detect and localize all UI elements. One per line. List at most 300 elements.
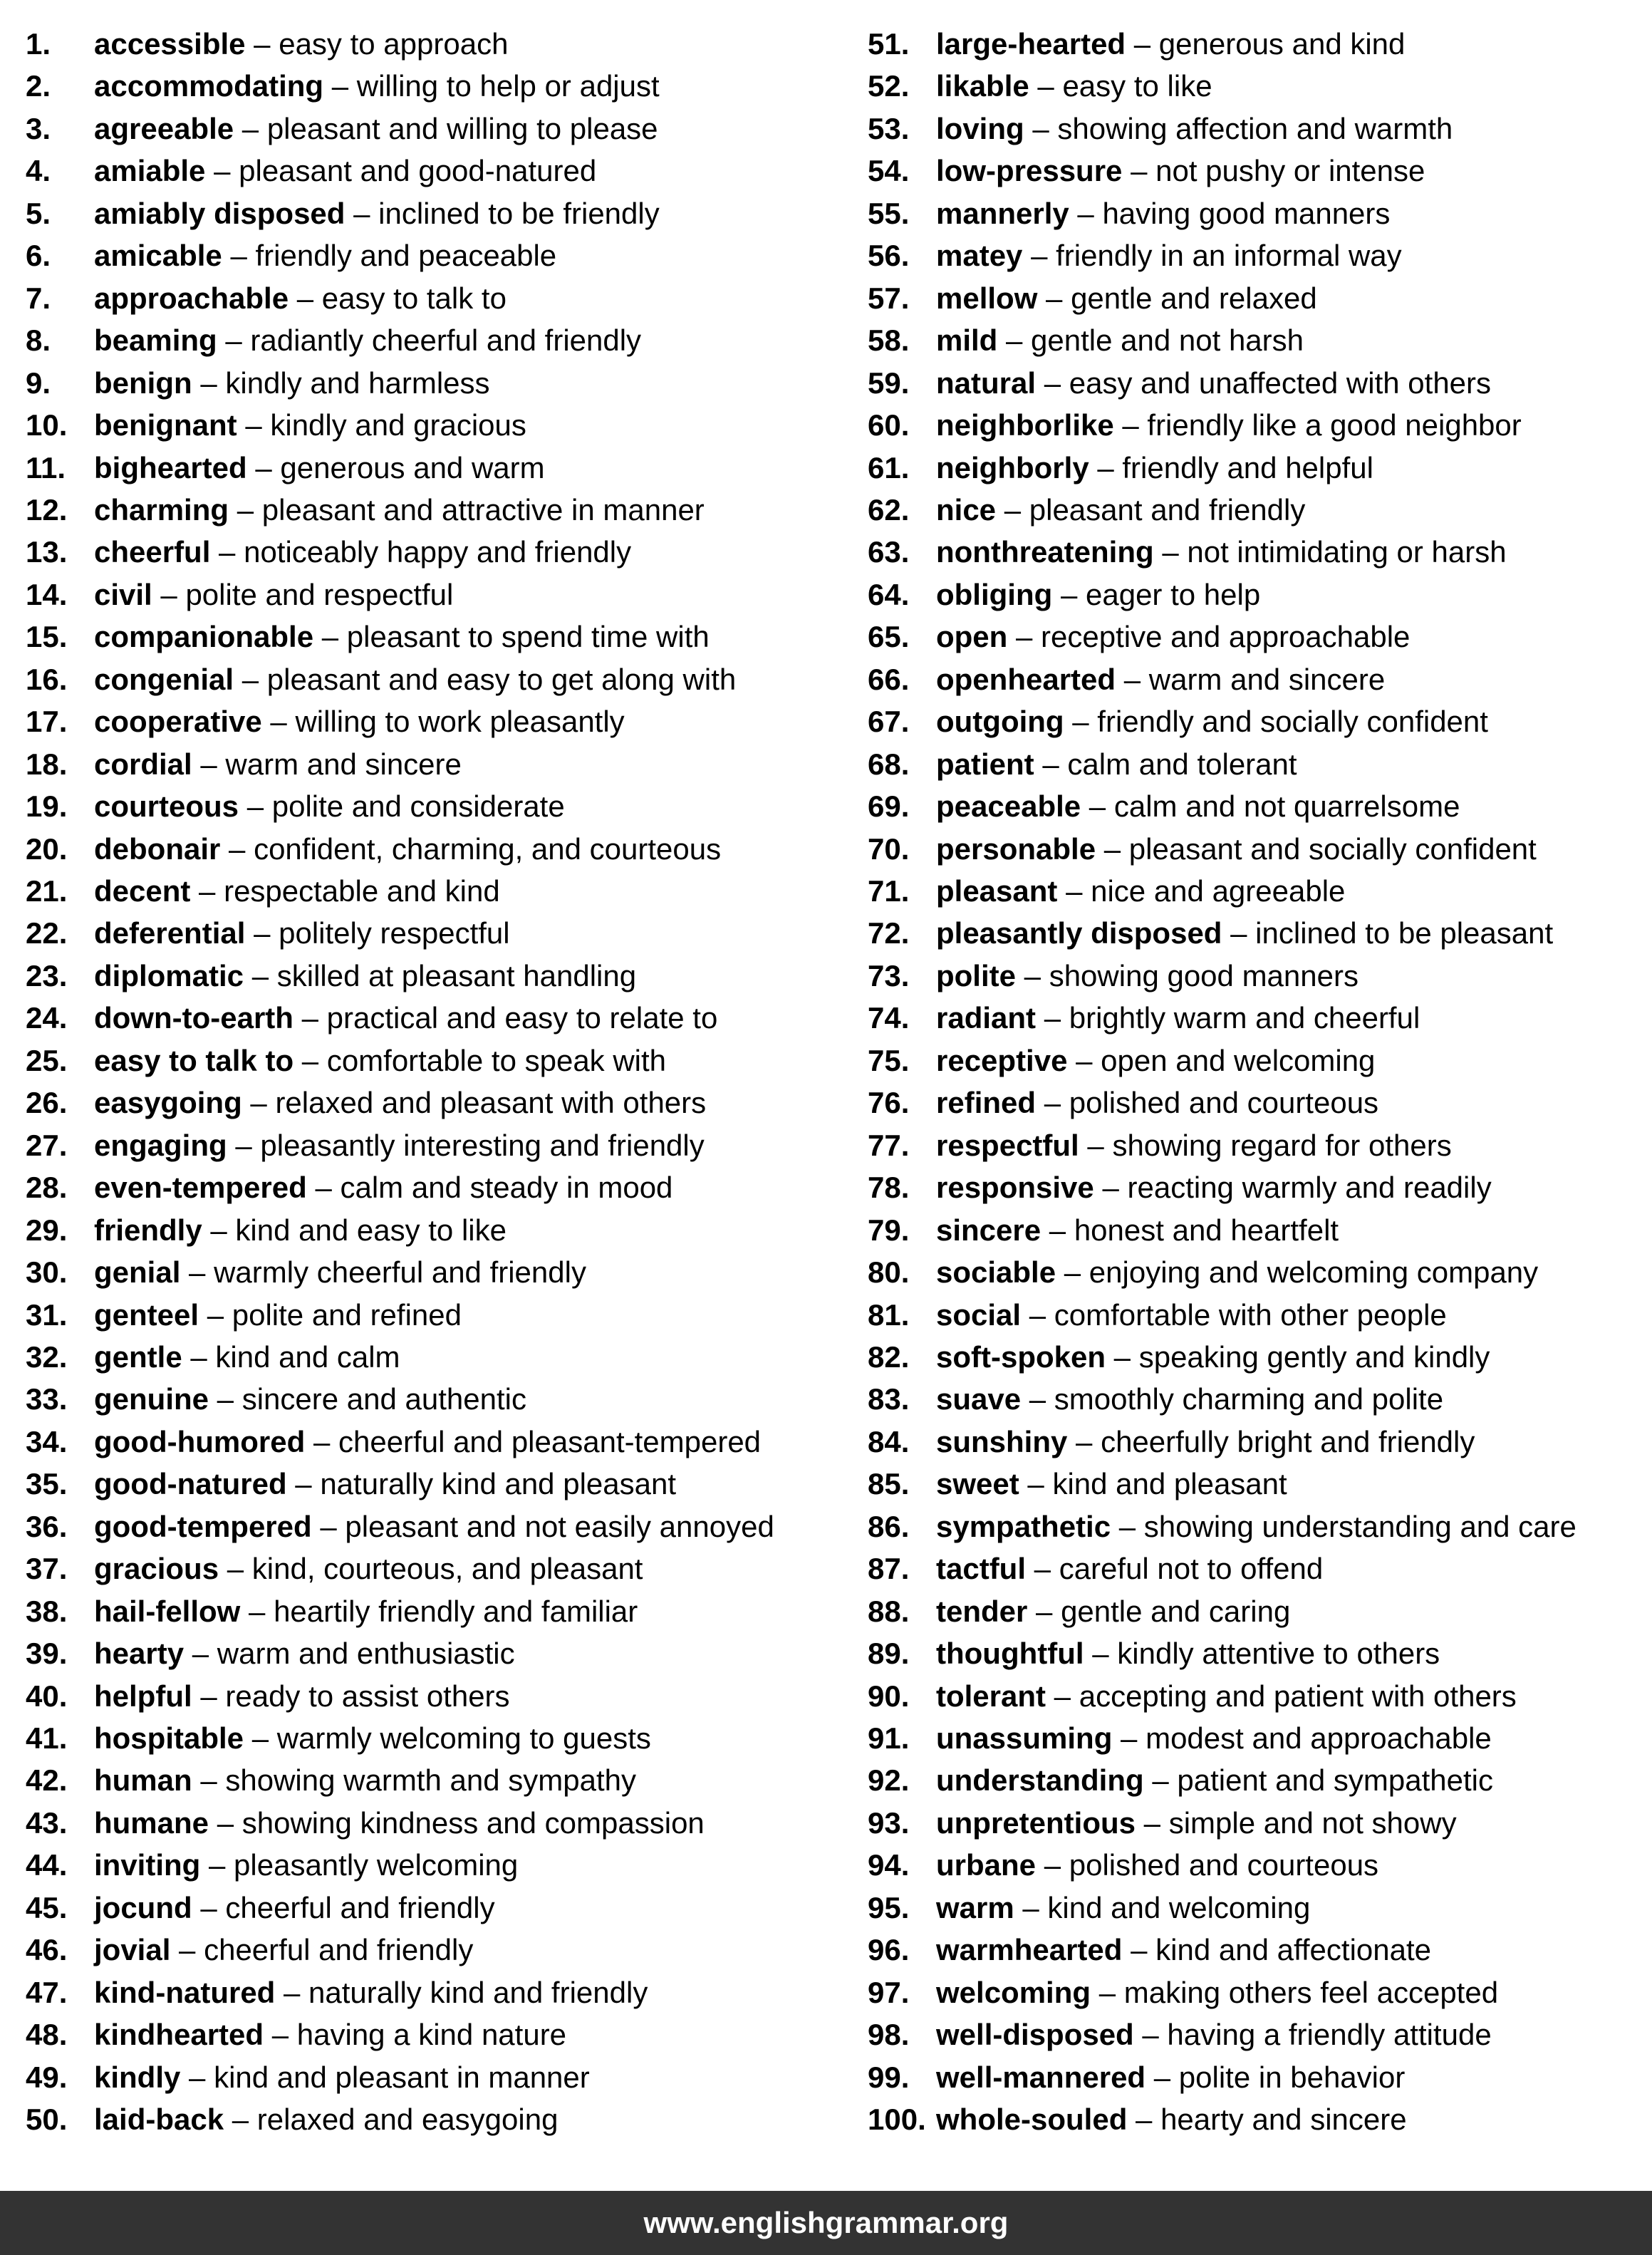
item-definition: showing kindness and compassion	[241, 1805, 705, 1840]
item-separator: –	[1024, 111, 1058, 145]
item-body	[94, 574, 453, 616]
item-term: well-disposed	[936, 2018, 1134, 2052]
item-number: 53.	[868, 111, 910, 145]
item-number: 29.	[26, 1213, 68, 1247]
item-number: 2.	[26, 69, 51, 103]
item-body	[936, 912, 1553, 955]
item-separator: –	[190, 874, 224, 908]
item-term: sincere	[936, 1213, 1041, 1247]
item-definition: pleasant and friendly	[1029, 492, 1306, 527]
item-separator: –	[1089, 450, 1123, 484]
item-definition: kind and pleasant	[1052, 1467, 1287, 1501]
item-number: 90.	[868, 1679, 910, 1713]
item-separator: –	[200, 1848, 234, 1882]
item-separator: –	[209, 1382, 242, 1416]
item-separator: –	[1021, 1382, 1054, 1416]
item-term: companionable	[94, 620, 314, 654]
item-body	[936, 1887, 1310, 1929]
item-number: 7.	[26, 281, 51, 315]
item-definition: receptive and approachable	[1041, 620, 1411, 654]
item-number: 87.	[868, 1552, 910, 1586]
item-separator: –	[222, 239, 256, 273]
item-number: 66.	[868, 662, 910, 696]
item-term: social	[936, 1297, 1022, 1332]
item-term: large-hearted	[936, 27, 1126, 61]
item-body	[936, 1929, 1431, 1971]
item-term: outgoing	[936, 705, 1064, 739]
item-number: 34.	[26, 1424, 68, 1458]
item-body	[936, 362, 1491, 405]
item-term: amiable	[94, 154, 206, 188]
item-definition: polite and considerate	[271, 789, 565, 824]
item-separator: –	[1111, 1509, 1144, 1543]
item-body	[936, 319, 1304, 362]
item-number: 8.	[26, 323, 51, 358]
item-body	[94, 2098, 558, 2141]
item-body	[936, 1124, 1452, 1167]
item-term: urbane	[936, 1848, 1037, 1882]
item-body	[94, 785, 565, 828]
item-body	[936, 447, 1373, 489]
item-term: loving	[936, 111, 1024, 145]
item-separator: –	[1007, 620, 1041, 654]
item-definition: showing regard for others	[1112, 1128, 1452, 1162]
item-definition: brightly warm and cheerful	[1069, 1001, 1420, 1035]
item-body	[94, 1548, 643, 1590]
item-number: 49.	[26, 2060, 68, 2094]
item-separator: –	[245, 27, 279, 61]
item-number: 93.	[868, 1805, 910, 1840]
item-body	[936, 1040, 1375, 1082]
item-number: 10.	[26, 408, 68, 442]
item-term: obliging	[936, 577, 1053, 611]
item-body	[936, 234, 1402, 277]
item-definition: naturally kind and pleasant	[320, 1467, 677, 1501]
item-number: 12.	[26, 492, 68, 527]
item-number: 47.	[26, 1975, 68, 2009]
item-body	[94, 362, 490, 405]
item-number: 23.	[26, 958, 68, 992]
item-separator: –	[1122, 1933, 1156, 1967]
item-number: 95.	[868, 1890, 910, 1924]
item-body	[94, 828, 721, 871]
item-definition: patient and sympathetic	[1177, 1763, 1493, 1798]
item-definition: friendly and helpful	[1122, 450, 1373, 484]
item-term: personable	[936, 831, 1096, 866]
item-separator: –	[293, 1001, 327, 1035]
item-body	[94, 1505, 774, 1548]
item-definition: having good manners	[1102, 196, 1391, 230]
website-url[interactable]: www.englishgrammar.org	[643, 2206, 1009, 2239]
item-definition: gentle and relaxed	[1071, 281, 1317, 315]
item-definition: friendly and socially confident	[1097, 705, 1488, 739]
item-body	[936, 2056, 1405, 2099]
item-separator: –	[229, 492, 262, 527]
item-definition: cheerful and pleasant-tempered	[338, 1424, 762, 1458]
item-term: warm	[936, 1890, 1014, 1924]
item-term: matey	[936, 239, 1023, 273]
item-number: 31.	[26, 1297, 68, 1332]
item-number: 64.	[868, 577, 910, 611]
item-body	[936, 1759, 1493, 1802]
item-term: tactful	[936, 1552, 1026, 1586]
item-definition: willing to help or adjust	[356, 69, 660, 103]
item-number: 85.	[868, 1467, 910, 1501]
item-definition: having a kind nature	[296, 2018, 567, 2052]
item-number: 19.	[26, 789, 68, 824]
item-body	[94, 1124, 705, 1167]
item-number: 41.	[26, 1721, 68, 1755]
item-separator: –	[1057, 874, 1091, 908]
item-separator: –	[217, 323, 251, 358]
item-definition: polite and respectful	[185, 577, 454, 611]
item-separator: –	[1093, 1171, 1128, 1205]
item-term: benign	[94, 366, 192, 400]
item-term: mellow	[936, 281, 1038, 315]
item-definition: confident, charming, and courteous	[254, 831, 722, 866]
item-separator: –	[345, 196, 379, 230]
item-number: 33.	[26, 1382, 68, 1416]
item-separator: –	[246, 450, 281, 484]
item-body	[936, 1971, 1498, 2014]
item-definition: sincere and authentic	[241, 1382, 526, 1416]
item-separator: –	[1122, 154, 1156, 188]
item-definition: cheerful and friendly	[225, 1890, 495, 1924]
item-number: 57.	[868, 281, 910, 315]
item-number: 84.	[868, 1424, 910, 1458]
item-number: 63.	[868, 535, 910, 569]
item-body	[94, 1082, 706, 1124]
item-body	[936, 700, 1488, 743]
item-term: easy to talk to	[94, 1043, 294, 1077]
item-body	[94, 997, 717, 1040]
item-term: nonthreatening	[936, 535, 1154, 569]
item-definition: not intimidating or harsh	[1187, 535, 1507, 569]
item-body	[94, 1971, 648, 2014]
item-term: natural	[936, 366, 1037, 400]
item-number: 100.	[868, 2103, 926, 2137]
item-separator: –	[1034, 747, 1068, 781]
item-term: radiant	[936, 1001, 1037, 1035]
item-number: 68.	[868, 747, 910, 781]
item-definition: warm and sincere	[1148, 662, 1386, 696]
item-number: 59.	[868, 366, 910, 400]
item-separator: –	[192, 1890, 226, 1924]
item-definition: heartily friendly and familiar	[274, 1594, 638, 1628]
item-term: helpful	[94, 1679, 192, 1713]
item-separator: –	[170, 1933, 204, 1967]
item-term: hearty	[94, 1637, 185, 1671]
item-term: well-mannered	[936, 2060, 1146, 2094]
item-term: open	[936, 620, 1008, 654]
item-definition: making others feel accepted	[1123, 1975, 1499, 2009]
item-number: 27.	[26, 1128, 68, 1162]
item-separator: –	[1041, 1213, 1074, 1247]
item-separator: –	[1016, 958, 1049, 992]
item-term: respectful	[936, 1128, 1079, 1162]
item-separator: –	[1146, 2060, 1179, 2094]
item-term: unassuming	[936, 1721, 1113, 1755]
item-term: genteel	[94, 1297, 199, 1332]
item-body	[936, 1802, 1457, 1845]
item-separator: –	[224, 2103, 257, 2137]
item-separator: –	[1127, 2103, 1161, 2137]
item-body	[94, 1251, 586, 1294]
item-term: receptive	[936, 1043, 1068, 1077]
item-number: 65.	[868, 620, 910, 654]
item-body	[936, 1675, 1517, 1718]
item-definition: honest and heartfelt	[1074, 1213, 1339, 1247]
item-term: good-natured	[94, 1467, 287, 1501]
item-separator: –	[1027, 1594, 1061, 1628]
item-body	[936, 277, 1317, 320]
item-definition: showing warmth and sympathy	[225, 1763, 636, 1798]
item-number: 16.	[26, 662, 68, 696]
item-definition: kindly and gracious	[270, 408, 526, 442]
item-number: 35.	[26, 1467, 68, 1501]
item-definition: reacting warmly and readily	[1127, 1171, 1492, 1205]
item-separator: –	[184, 1637, 217, 1671]
item-separator: –	[1133, 2018, 1168, 2052]
item-body	[94, 955, 636, 997]
item-separator: –	[192, 747, 226, 781]
item-body	[94, 150, 596, 192]
item-separator: –	[1064, 705, 1098, 739]
item-term: deferential	[94, 916, 246, 950]
item-number: 83.	[868, 1382, 910, 1416]
item-definition: smoothly charming and polite	[1054, 1382, 1444, 1416]
item-definition: gentle and not harsh	[1031, 323, 1304, 358]
item-term: approachable	[94, 281, 289, 315]
item-body	[936, 23, 1405, 66]
item-body	[936, 1336, 1490, 1379]
item-definition: ready to assist others	[225, 1679, 510, 1713]
item-separator: –	[997, 323, 1032, 358]
item-separator: –	[264, 2018, 297, 2052]
item-body	[936, 1590, 1290, 1633]
item-term: genuine	[94, 1382, 209, 1416]
item-term: hail-fellow	[94, 1594, 241, 1628]
item-term: amicable	[94, 239, 222, 273]
item-body	[94, 1421, 761, 1463]
item-term: cooperative	[94, 705, 262, 739]
item-separator: –	[244, 958, 277, 992]
item-term: patient	[936, 747, 1034, 781]
item-body	[936, 404, 1522, 447]
item-body	[94, 23, 508, 66]
item-definition: pleasant to spend time with	[346, 620, 710, 654]
item-term: engaging	[94, 1128, 227, 1162]
item-number: 30.	[26, 1255, 68, 1290]
item-separator: –	[152, 577, 186, 611]
item-separator: –	[237, 408, 271, 442]
item-body	[94, 2056, 590, 2099]
item-separator: –	[199, 1297, 232, 1332]
item-definition: easy to approach	[279, 27, 509, 61]
item-separator: –	[1067, 1043, 1101, 1077]
item-definition: practical and easy to relate to	[326, 1001, 718, 1035]
item-body	[94, 489, 705, 532]
item-term: humane	[94, 1805, 209, 1840]
item-number: 74.	[868, 1001, 910, 1035]
item-body	[936, 658, 1385, 701]
item-separator: –	[1113, 408, 1148, 442]
item-separator: –	[293, 1043, 327, 1077]
item-body	[936, 2098, 1407, 2141]
item-number: 43.	[26, 1805, 68, 1840]
item-term: polite	[936, 958, 1016, 992]
item-definition: politely respectful	[279, 916, 510, 950]
item-body	[94, 658, 736, 701]
item-body	[936, 489, 1305, 532]
item-definition: showing understanding and care	[1143, 1509, 1576, 1543]
item-separator: –	[1106, 1339, 1139, 1374]
item-term: kindhearted	[94, 2018, 264, 2052]
item-number: 24.	[26, 1001, 68, 1035]
item-number: 86.	[868, 1509, 910, 1543]
item-term: sympathetic	[936, 1509, 1111, 1543]
item-number: 58.	[868, 323, 910, 358]
item-term: nice	[936, 492, 997, 527]
item-term: accessible	[94, 27, 246, 61]
item-separator: –	[234, 662, 267, 696]
item-separator: –	[1112, 1721, 1146, 1755]
item-term: benignant	[94, 408, 237, 442]
item-separator: –	[219, 1552, 252, 1586]
item-definition: accepting and patient with others	[1079, 1679, 1517, 1713]
item-definition: pleasant and attractive in manner	[261, 492, 705, 527]
item-separator: –	[323, 69, 357, 103]
item-body	[94, 1336, 400, 1379]
item-body	[936, 150, 1425, 192]
item-number: 71.	[868, 874, 910, 908]
item-term: inviting	[94, 1848, 201, 1882]
item-term: laid-back	[94, 2103, 224, 2137]
item-separator: –	[1069, 196, 1103, 230]
item-separator: –	[313, 620, 347, 654]
item-separator: –	[305, 1424, 338, 1458]
item-number: 32.	[26, 1339, 68, 1374]
item-term: human	[94, 1763, 192, 1798]
item-definition: having a friendly attitude	[1167, 2018, 1492, 2052]
item-definition: kindly and harmless	[225, 366, 490, 400]
item-separator: –	[1037, 281, 1071, 315]
item-body	[94, 743, 462, 786]
item-body	[94, 1632, 515, 1675]
item-body	[936, 870, 1345, 913]
item-number: 45.	[26, 1890, 68, 1924]
item-definition: polite and refined	[232, 1297, 462, 1332]
item-body	[936, 531, 1507, 574]
footer-bar	[0, 2191, 1652, 2255]
item-body	[94, 1802, 705, 1845]
item-number: 6.	[26, 239, 51, 273]
item-number: 98.	[868, 2018, 910, 2052]
item-number: 82.	[868, 1339, 910, 1374]
item-number: 22.	[26, 916, 68, 950]
item-term: whole-souled	[936, 2103, 1128, 2137]
item-term: soft-spoken	[936, 1339, 1106, 1374]
item-body	[936, 1209, 1339, 1252]
item-term: welcoming	[936, 1975, 1091, 2009]
item-number: 36.	[26, 1509, 68, 1543]
item-number: 94.	[868, 1848, 910, 1882]
item-definition: pleasantly interesting and friendly	[260, 1128, 705, 1162]
item-number: 52.	[868, 69, 910, 103]
item-term: genial	[94, 1255, 181, 1290]
item-definition: pleasant and willing to please	[266, 111, 658, 145]
item-separator: –	[1081, 789, 1114, 824]
item-separator: –	[1056, 1255, 1089, 1290]
item-body	[94, 870, 500, 913]
item-definition: not pushy or intense	[1155, 154, 1425, 188]
item-body	[936, 955, 1359, 997]
item-definition: hearty and sincere	[1160, 2103, 1407, 2137]
item-separator: –	[180, 1255, 214, 1290]
item-term: mild	[936, 323, 998, 358]
item-body	[936, 785, 1460, 828]
item-body	[936, 1844, 1378, 1887]
item-number: 56.	[868, 239, 910, 273]
item-separator: –	[241, 1086, 276, 1120]
item-body	[94, 108, 658, 150]
item-body	[94, 1717, 651, 1760]
item-term: cordial	[94, 747, 192, 781]
item-term: low-pressure	[936, 154, 1123, 188]
item-separator: –	[1019, 1467, 1053, 1501]
item-body	[936, 1166, 1492, 1209]
item-separator: –	[1096, 831, 1129, 866]
item-definition: generous and warm	[280, 450, 545, 484]
item-body	[94, 1166, 672, 1209]
item-separator: –	[227, 1128, 261, 1162]
item-term: amiably disposed	[94, 196, 346, 230]
item-term: gracious	[94, 1552, 219, 1586]
item-definition: speaking gently and kindly	[1138, 1339, 1490, 1374]
item-definition: showing affection and warmth	[1057, 111, 1453, 145]
item-term: cheerful	[94, 535, 211, 569]
item-body	[94, 912, 510, 955]
item-body	[94, 319, 641, 362]
item-body	[936, 1548, 1323, 1590]
item-number: 51.	[868, 27, 910, 61]
item-body	[94, 2013, 566, 2056]
item-number: 14.	[26, 577, 68, 611]
item-body	[936, 828, 1537, 871]
item-separator: –	[1029, 69, 1063, 103]
item-body	[936, 1294, 1447, 1337]
item-term: gentle	[94, 1339, 182, 1374]
item-definition: comfortable to speak with	[326, 1043, 667, 1077]
item-separator: –	[205, 154, 239, 188]
item-definition: careful not to offend	[1059, 1552, 1324, 1586]
item-body	[94, 1378, 526, 1421]
item-body	[94, 65, 660, 108]
item-definition: pleasant and good-natured	[239, 154, 597, 188]
item-definition: friendly like a good neighbor	[1147, 408, 1522, 442]
item-body	[94, 616, 710, 658]
item-term: openhearted	[936, 662, 1116, 696]
item-number: 89.	[868, 1637, 910, 1671]
item-term: kind-natured	[94, 1975, 276, 2009]
item-body	[94, 1209, 506, 1252]
item-term: pleasantly disposed	[936, 916, 1222, 950]
item-term: jocund	[94, 1890, 192, 1924]
item-term: accommodating	[94, 69, 324, 103]
item-body	[936, 1082, 1378, 1124]
item-body	[936, 192, 1390, 235]
item-definition: gentle and caring	[1061, 1594, 1291, 1628]
